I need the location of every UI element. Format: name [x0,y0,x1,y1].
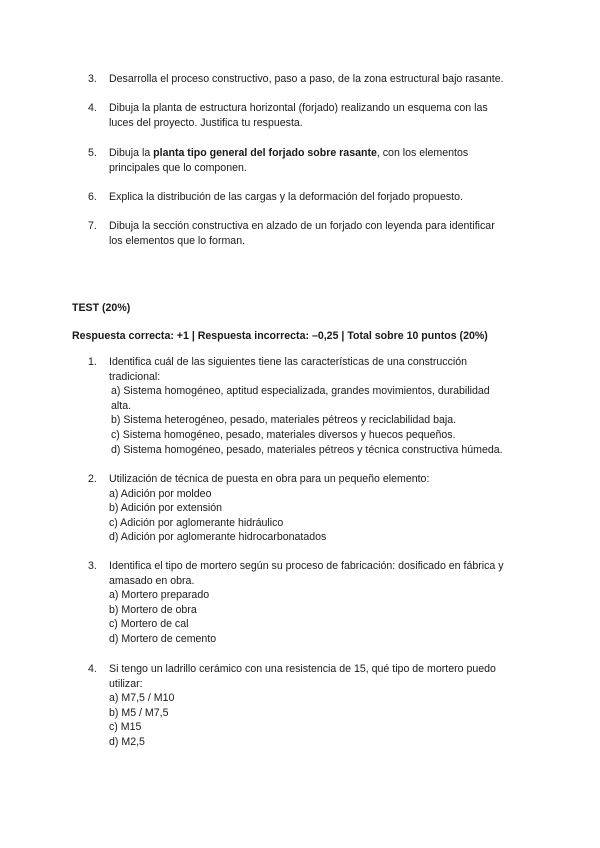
question-number: 4. [88,663,97,675]
answer-option: d) Sistema homogéneo, pesado, materiales pétreos y técnica constructiva húmeda. [111,443,503,456]
question-text-line: Dibuja la planta de estructura horizontal (forjado) realizando un esquema con las [109,102,488,114]
question-text [109,219,534,248]
question-text-line: Si tengo un ladrillo cerámico con una resistencia de 15, qué tipo de mortero puedo [109,663,496,675]
question-text [109,146,534,175]
question-text [109,559,534,647]
question-number: 4. [88,102,97,114]
question-number: 1. [88,356,97,368]
answer-option: c) Adición por aglomerante hidráulico [109,516,284,529]
question-text: Explica la distribución de las cargas y la deformación del forjado propuesto. [109,191,463,203]
answer-option: c) Mortero de cal [109,618,189,631]
question-text [109,355,534,457]
question-text-line: Identifica cuál de las siguientes tiene las características de una construcción [109,356,468,368]
answer-option: b) Mortero de obra [109,603,197,616]
question-text-line: Identifica el tipo de mortero según su proceso de fabricación: dosificado en fábrica y [109,560,504,572]
answer-option: alta. [111,399,132,412]
question-text [109,472,534,545]
text-run: Dibuja la [109,147,154,159]
answer-option: c) Sistema homogéneo, pesado, materiales diversos y huecos pequeños. [111,428,456,441]
answer-option: a) M7,5 / M10 [109,692,175,705]
question-text [109,101,534,130]
test-scoring: Respuesta correcta: +1 | Respuesta incorrecta: –0,25 | Total sobre 10 puntos (20%) [72,330,488,342]
bold-text-run: planta tipo general del forjado sobre rasante [153,147,377,159]
question-number: 3. [88,560,97,572]
question-number: 2. [88,473,97,485]
answer-option: c) M15 [109,721,142,734]
answer-option: a) Mortero preparado [109,589,210,602]
answer-option: a) Adición por moldeo [109,487,212,500]
question-text: Desarrolla el proceso constructivo, paso a paso, de la zona estructural bajo rasante. [109,73,504,85]
question-text-line: luces del proyecto. Justifica tu respuesta. [109,116,303,129]
question-text [109,662,534,750]
test-title: TEST (20%) [72,302,131,314]
text-run: , con los elementos [376,147,469,159]
answer-option: a) Sistema homogéneo, aptitud especializada, grandes movimientos, durabilidad [111,385,490,398]
question-text-line: los elementos que lo forman. [109,234,246,247]
answer-option: b) M5 / M7,5 [109,706,169,719]
answer-option: b) Adición por extensión [109,502,223,515]
answer-option: d) M2,5 [109,735,145,748]
question-number: 6. [88,191,97,203]
question-number: 7. [88,220,97,232]
answer-option: d) Mortero de cemento [109,632,217,645]
question-text-line: tradicional: [109,370,161,383]
question-number: 3. [88,73,97,85]
question-number: 5. [88,147,97,159]
question-text-line: amasado en obra. [109,574,195,587]
question-text-line [109,146,534,161]
question-text-line: utilizar: [109,677,143,690]
answer-option: b) Sistema heterogéneo, pesado, materiales pétreos y reciclabilidad baja. [111,414,457,427]
answer-option: d) Adición por aglomerante hidrocarbonatados [109,531,327,544]
question-text-line: Utilización de técnica de puesta en obra para un pequeño elemento: [109,473,430,485]
question-text-line: Dibuja la sección constructiva en alzado de un forjado con leyenda para identificar [109,220,495,232]
question-text-line: principales que lo componen. [109,161,247,174]
